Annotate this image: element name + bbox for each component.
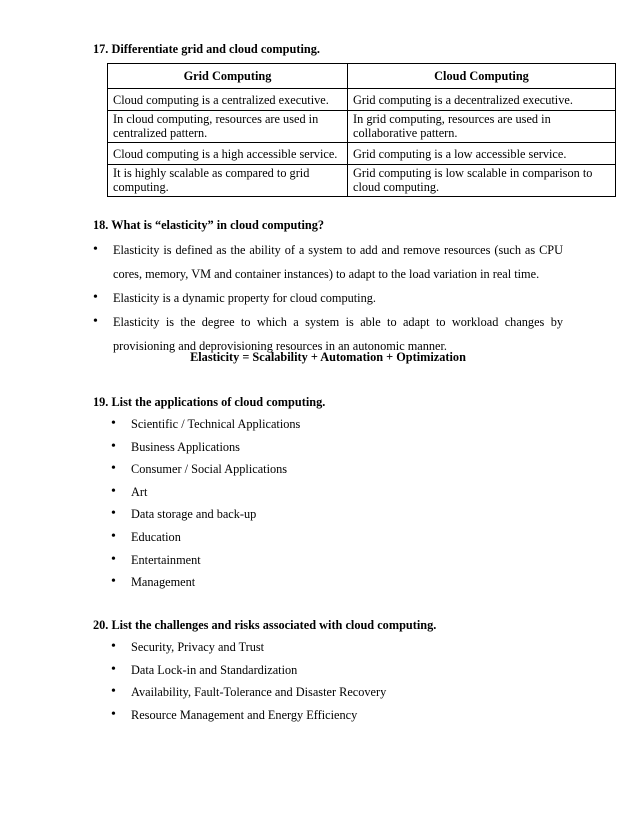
list-item: • Elasticity is defined as the ability of a system to add and remove resources (such as CPU cores, memory, VM and container instances) to adapt to the load variation in real time. (93, 238, 563, 286)
challenges-list (111, 636, 386, 726)
table-row (108, 143, 616, 165)
table-cell: Grid computing is low scalable in comparison to cloud computing. (348, 165, 616, 197)
table-cell: It is highly scalable as compared to grid computing. (108, 165, 348, 197)
list-item: • Security, Privacy and Trust (111, 636, 386, 659)
table-row (108, 89, 616, 111)
comparison-table (107, 63, 616, 197)
table-cell: Cloud computing is a high accessible service. (108, 143, 348, 165)
elasticity-bullet-list (93, 238, 563, 358)
list-item: • Scientific / Technical Applications (111, 413, 300, 436)
list-item: • Education (111, 526, 300, 549)
list-item: • Resource Management and Energy Efficiency (111, 704, 386, 727)
question-19-heading: 19. List the applications of cloud computing. (93, 395, 326, 409)
applications-list (111, 413, 300, 594)
list-item: • Elasticity is a dynamic property for cloud computing. (93, 286, 563, 310)
table-header-grid: Grid Computing (108, 64, 348, 89)
table-cell: Cloud computing is a centralized executive. (108, 89, 348, 111)
list-item: • Entertainment (111, 549, 300, 572)
question-17-heading: 17. Differentiate grid and cloud computing. (93, 42, 320, 56)
list-item: • Data Lock-in and Standardization (111, 659, 386, 682)
table-header-row (108, 64, 616, 89)
table-cell: Grid computing is a decentralized executive. (348, 89, 616, 111)
question-20-heading: 20. List the challenges and risks associated with cloud computing. (93, 618, 437, 632)
table-cell: In grid computing, resources are used in collaborative pattern. (348, 111, 616, 143)
table-cell: Grid computing is a low accessible service. (348, 143, 616, 165)
table-row (108, 165, 616, 197)
elasticity-formula: Elasticity = Scalability + Automation + Optimization (190, 350, 466, 364)
question-18-heading: 18. What is “elasticity” in cloud computing? (93, 218, 325, 232)
list-item: • Data storage and back-up (111, 503, 300, 526)
list-item: • Consumer / Social Applications (111, 458, 300, 481)
list-item: • Business Applications (111, 436, 300, 459)
table-cell: In cloud computing, resources are used in centralized pattern. (108, 111, 348, 143)
list-item: • Art (111, 481, 300, 504)
list-item: • Availability, Fault-Tolerance and Disaster Recovery (111, 681, 386, 704)
list-item: • Elasticity is the degree to which a system is able to adapt to workload changes by provisioning and deprovisioning resources in an autonomic manner. (93, 310, 563, 358)
table-row (108, 111, 616, 143)
table-header-cloud: Cloud Computing (348, 64, 616, 89)
list-item: • Management (111, 571, 300, 594)
